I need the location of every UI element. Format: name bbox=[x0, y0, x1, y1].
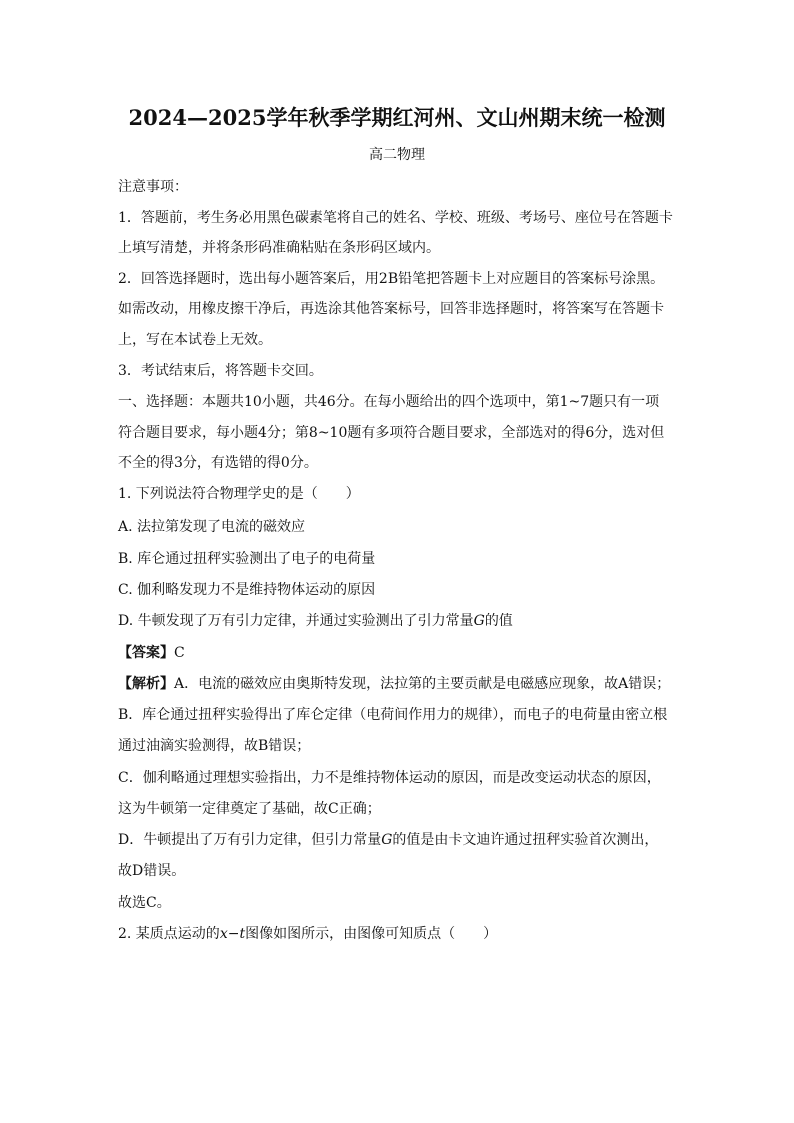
question-2-variable: x−t bbox=[219, 926, 246, 942]
option-d-suffix: 的值 bbox=[484, 613, 513, 629]
notice-heading: 注意事项： bbox=[118, 179, 188, 195]
answer-label: 【答案】 bbox=[118, 645, 174, 661]
analysis-line: 故D错误。 bbox=[118, 863, 186, 879]
question-2-text: 2. 某质点运动的 bbox=[118, 926, 220, 942]
answer bbox=[118, 643, 185, 663]
analysis-d-suffix: 的值是由卡文迪许通过扭秤实验首次测出， bbox=[392, 832, 659, 848]
notice-line: 2．回答选择题时，选出每小题答案后，用2B铅笔把答题卡上对应题目的答案标号涂黑。 bbox=[118, 271, 665, 287]
option-b: B. 库仑通过扭秤实验测出了电子的电荷量 bbox=[118, 551, 376, 567]
analysis-d-variable: G bbox=[381, 832, 393, 848]
analysis-label: 【解析】 bbox=[118, 676, 174, 692]
question-2-stem bbox=[118, 924, 497, 944]
section-instruction-line: 不全的得3分，有选错的得0分。 bbox=[118, 455, 318, 471]
analysis-line: 通过油滴实验测得，故B错误； bbox=[118, 738, 311, 754]
exam-title: 2024—2025学年秋季学期红河州、文山州期末统一检测 bbox=[128, 105, 666, 130]
answer-value: C bbox=[174, 645, 185, 661]
analysis-d-text: D．牛顿提出了万有引力定律，但引力常量 bbox=[118, 832, 382, 848]
section-instruction-line: 符合题目要求，每小题4分；第8~10题有多项符合题目要求，全部选对的得6分，选对但 bbox=[118, 425, 665, 441]
exam-subject: 高二物理 bbox=[369, 147, 425, 163]
analysis-first-line bbox=[118, 674, 670, 694]
analysis-line: 这为牛顿第一定律奠定了基础，故C正确； bbox=[118, 801, 381, 817]
analysis-text: A．电流的磁效应由奥斯特发现，法拉第的主要贡献是电磁感应现象，故A错误； bbox=[174, 676, 671, 692]
option-d bbox=[118, 611, 513, 631]
option-a: A. 法拉第发现了电流的磁效应 bbox=[118, 519, 306, 535]
analysis-conclusion: 故选C。 bbox=[118, 895, 171, 911]
section-instruction-line: 一、选择题：本题共10小题，共46分。在每小题给出的四个选项中，第1~7题只有一项 bbox=[118, 394, 660, 410]
option-d-variable: G bbox=[473, 613, 485, 629]
notice-line: 3．考试结束后，将答题卡交回。 bbox=[118, 363, 323, 379]
notice-line: 1．答题前，考生务必用黑色碳素笔将自己的姓名、学校、班级、考场号、座位号在答题卡 bbox=[118, 210, 673, 226]
notice-line: 如需改动，用橡皮擦干净后，再选涂其他答案标号，回答非选择题时，将答案写在答题卡 bbox=[118, 301, 664, 317]
option-d-text: D. 牛顿发现了万有引力定律，并通过实验测出了引力常量 bbox=[118, 613, 474, 629]
notice-line: 上，写在本试卷上无效。 bbox=[118, 332, 272, 348]
question-2-suffix: 图像如图所示，由图像可知质点（ ） bbox=[245, 926, 498, 942]
option-c: C. 伽利略发现力不是维持物体运动的原因 bbox=[118, 582, 376, 598]
analysis-line: C．伽利略通过理想实验指出，力不是维持物体运动的原因，而是改变运动状态的原因， bbox=[118, 770, 661, 786]
notice-line: 上填写清楚，并将条形码准确粘贴在条形码区域内。 bbox=[118, 240, 440, 256]
analysis-line-d bbox=[118, 830, 658, 850]
question-1-stem: 1. 下列说法符合物理学史的是（ ） bbox=[118, 486, 360, 502]
analysis-line: B．库仑通过扭秤实验得出了库仑定律（电荷间作用力的规律），而电子的电荷量由密立根 bbox=[118, 707, 668, 723]
